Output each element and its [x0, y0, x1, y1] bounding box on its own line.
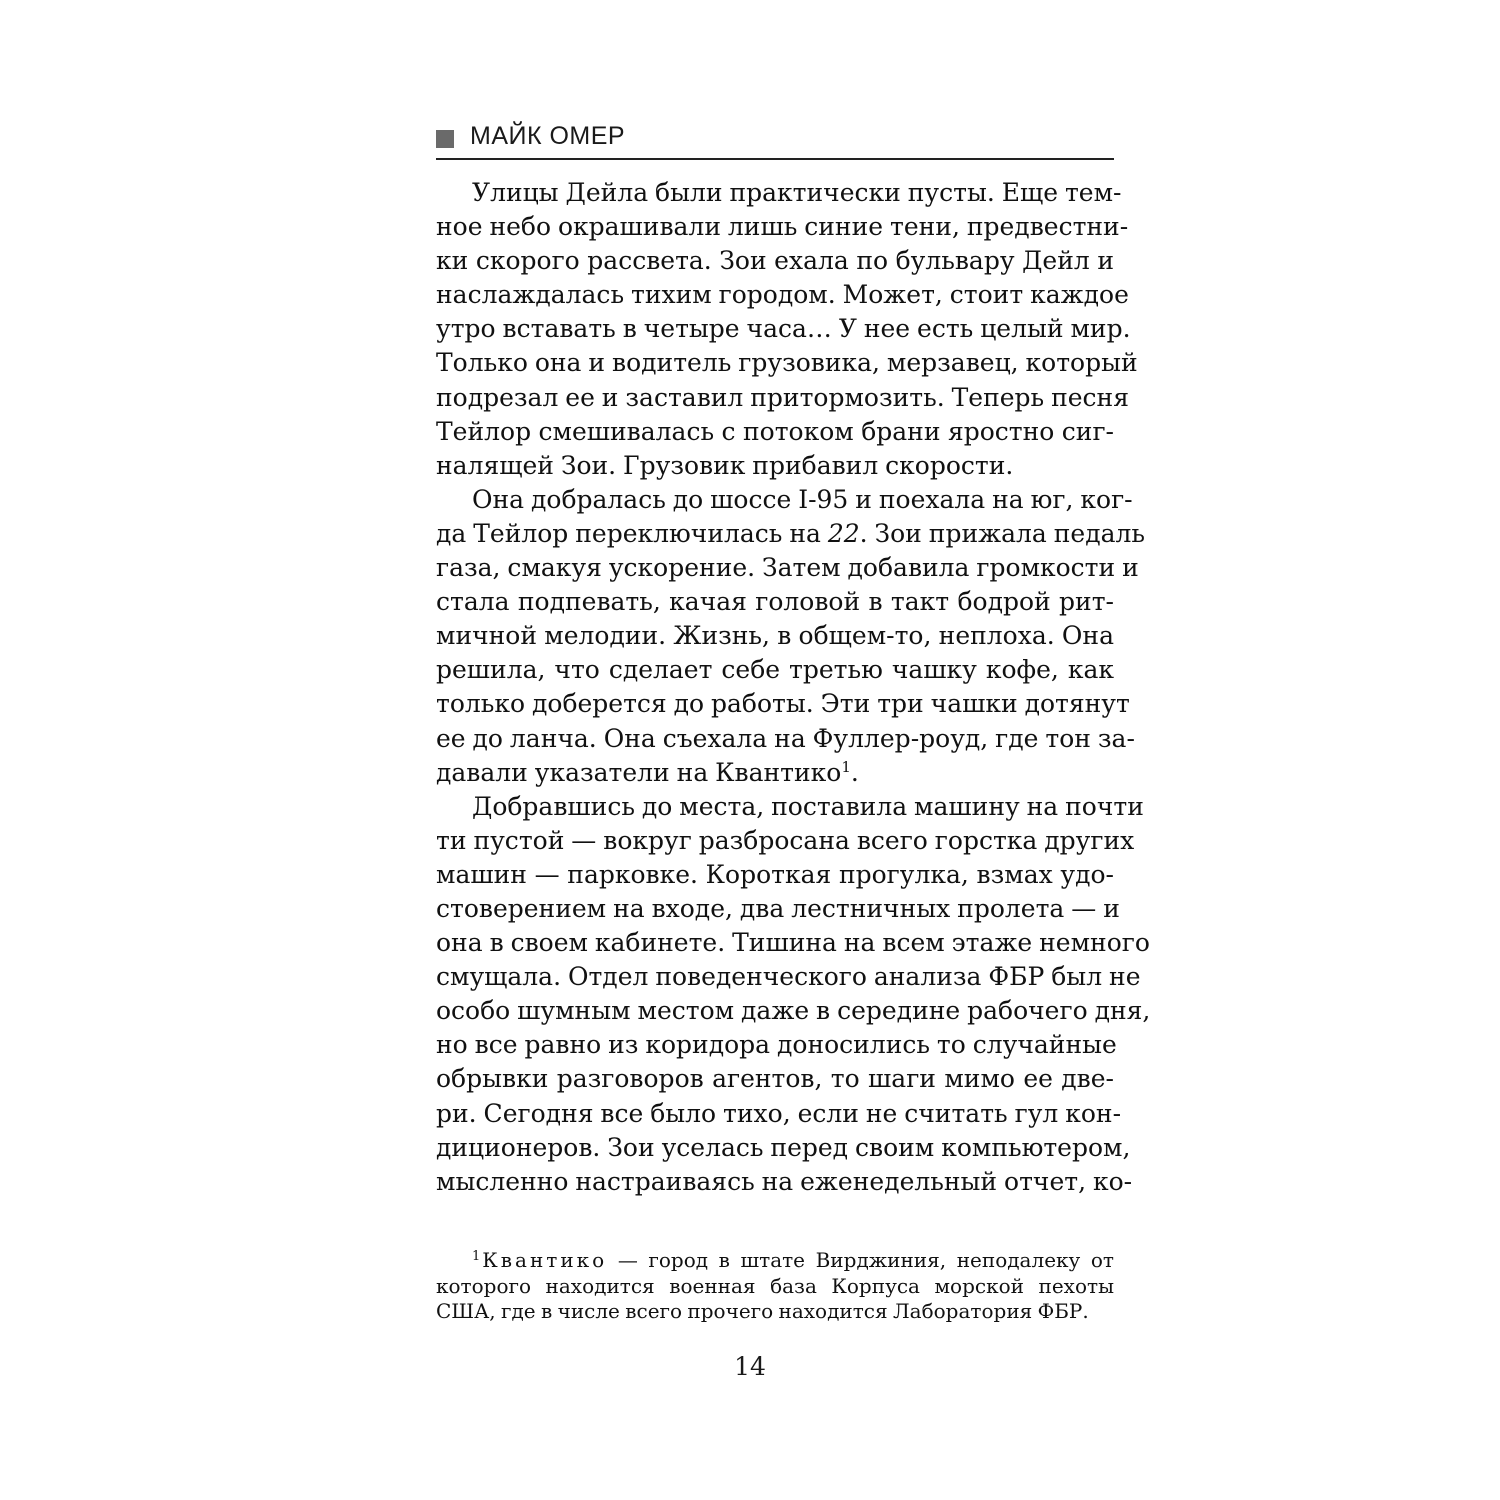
text-line: ное небо окрашивали лишь синие тени, предвестни-: [436, 212, 1129, 242]
line-segment: . Зои прижала педаль: [859, 518, 1145, 548]
text-line: Добравшись до места, поставила машину на почти: [472, 791, 1144, 821]
text-line-with-italic: [436, 517, 1145, 551]
header-square-marker: [436, 130, 454, 148]
text-line: наслаждалась тихим городом. Может, стоит каждое: [436, 280, 1129, 310]
text-line: решила, что сделает себе третью чашку кофе, как: [436, 655, 1114, 685]
text-line: ки скорого рассвета. Зои ехала по бульвару Дейл и: [436, 246, 1114, 276]
text-line: только доберется до работы. Эти три чашки дотянут: [436, 689, 1130, 719]
text-line: особо шумным местом даже в середине рабочего дня,: [436, 996, 1151, 1026]
song-title-italic: 22: [827, 518, 860, 548]
line-segment: давали указатели на Квантико: [436, 757, 842, 787]
footnote: [436, 1248, 1114, 1325]
footnote-reference[interactable]: 1: [841, 757, 851, 776]
text-line: газа, смакуя ускорение. Затем добавила громкости и: [436, 553, 1139, 583]
header-author: МАЙК ОМЕР: [470, 122, 626, 150]
text-line: обрывки разговоров агентов, то шаги мимо ее две-: [436, 1064, 1114, 1094]
footnote-term: Квантико: [482, 1248, 608, 1272]
running-head: [436, 118, 1114, 160]
text-line: налящей Зои. Грузовик прибавил скорости.: [436, 450, 1014, 480]
line-segment: .: [850, 757, 859, 787]
text-line: она в своем кабинете. Тишина на всем этаже немного: [436, 928, 1150, 958]
footnote-line: США, где в числе всего прочего находится Лаборатория ФБР.: [436, 1299, 1089, 1323]
text-line: подрезал ее и заставил притормозить. Теперь песня: [436, 382, 1129, 412]
text-line: мичной мелодии. Жизнь, в общем-то, неплоха. Она: [436, 621, 1114, 651]
text-line: но все равно из коридора доносились то случайные: [436, 1030, 1117, 1060]
text-line: утро вставать в четыре часа… У нее есть целый мир.: [436, 314, 1131, 344]
text-line: стоверением на входе, два лестничных пролета — и: [436, 893, 1120, 923]
text-line: ее до ланча. Она съехала на Фуллер-роуд, где тон за-: [436, 723, 1135, 753]
text-line: смущала. Отдел поведенческого анализа ФБР был не: [436, 962, 1141, 992]
text-line: диционеров. Зои уселась перед своим компьютером,: [436, 1132, 1131, 1162]
page-number: 14: [734, 1352, 766, 1381]
footnote-line: которого находится военная база Корпуса морской пехоты: [436, 1273, 1114, 1298]
text-line: Только она и водитель грузовика, мерзавец, который: [436, 348, 1138, 378]
text-line: Тейлор смешивалась с потоком брани яростно сиг-: [436, 416, 1114, 446]
text-line: стала подпевать, качая головой в такт бодрой рит-: [436, 587, 1114, 617]
footnote-segment: — город в штате Вирджиния, неподалеку от: [607, 1248, 1114, 1272]
line-segment: да Тейлор переключилась на: [436, 518, 828, 548]
footnote-mark: 1: [472, 1249, 481, 1264]
footnote-line: [436, 1248, 1114, 1274]
text-line: мысленно настраиваясь на еженедельный отчет, ко-: [436, 1166, 1133, 1196]
body-text: [436, 176, 1151, 1199]
text-line: ри. Сегодня все было тихо, если не считать гул кон-: [436, 1098, 1122, 1128]
text-line: машин — парковке. Короткая прогулка, взмах удо-: [436, 859, 1114, 889]
text-line: Улицы Дейла были практически пусты. Еще тем-: [472, 178, 1122, 207]
text-line: Она добралась до шоссе I-95 и поехала на юг, ког-: [472, 484, 1133, 514]
text-line: ти пустой — вокруг разбросана всего горстка других: [436, 825, 1135, 855]
text-line-with-footnote-ref: [436, 756, 1114, 790]
